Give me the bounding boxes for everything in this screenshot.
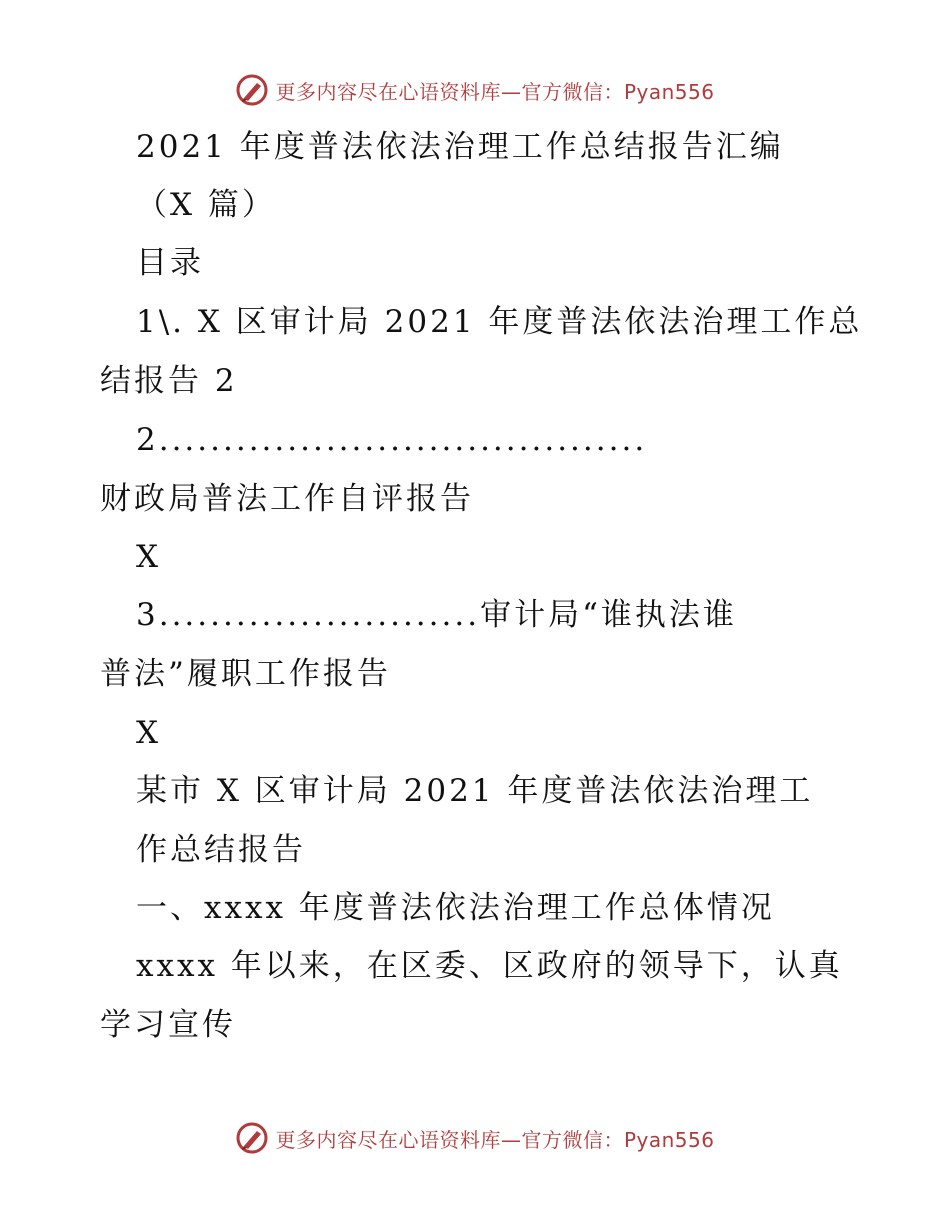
watermark-text: 更多内容尽在心语资料库—官方微信：Pyan556: [275, 79, 715, 104]
toc-item-3-line-1: 3.........................审计局“谁执法谁: [136, 597, 737, 633]
toc-item-3-line-2: 普法”履职工作报告: [100, 656, 391, 692]
toc-item-1-line-1: 1\. X 区审计局 2021 年度普法依法治理工作总: [136, 304, 863, 340]
document-title: 2021 年度普法依法治理工作总结报告汇编: [136, 129, 784, 165]
toc-item-2-page: X: [136, 539, 162, 575]
toc-heading: 目录: [136, 245, 204, 281]
watermark-banner-bottom: [0, 1118, 950, 1158]
watermark-text: 更多内容尽在心语资料库—官方微信：Pyan556: [275, 1127, 715, 1152]
paragraph-1-line-2: 学习宣传: [100, 1007, 236, 1043]
toc-item-3-page: X: [136, 715, 162, 751]
document-subtitle: （X 篇）: [136, 187, 276, 223]
paragraph-1-line-1: xxxx 年以来，在区委、区政府的领导下，认真: [136, 948, 843, 984]
pen-logo-icon: [235, 1121, 269, 1155]
watermark-banner-top: [0, 70, 950, 110]
toc-item-1-line-2: 结报告 2: [100, 363, 238, 399]
toc-item-2-line-2: 财政局普法工作自评报告: [100, 481, 474, 517]
article-title-line-2: 作总结报告: [136, 832, 306, 868]
toc-item-2-line-1: 2......................................: [136, 422, 648, 458]
section-1-heading: 一、xxxx 年度普法依法治理工作总体情况: [136, 890, 775, 926]
pen-logo-icon: [235, 73, 269, 107]
article-title-line-1: 某市 X 区审计局 2021 年度普法依法治理工: [136, 773, 814, 809]
